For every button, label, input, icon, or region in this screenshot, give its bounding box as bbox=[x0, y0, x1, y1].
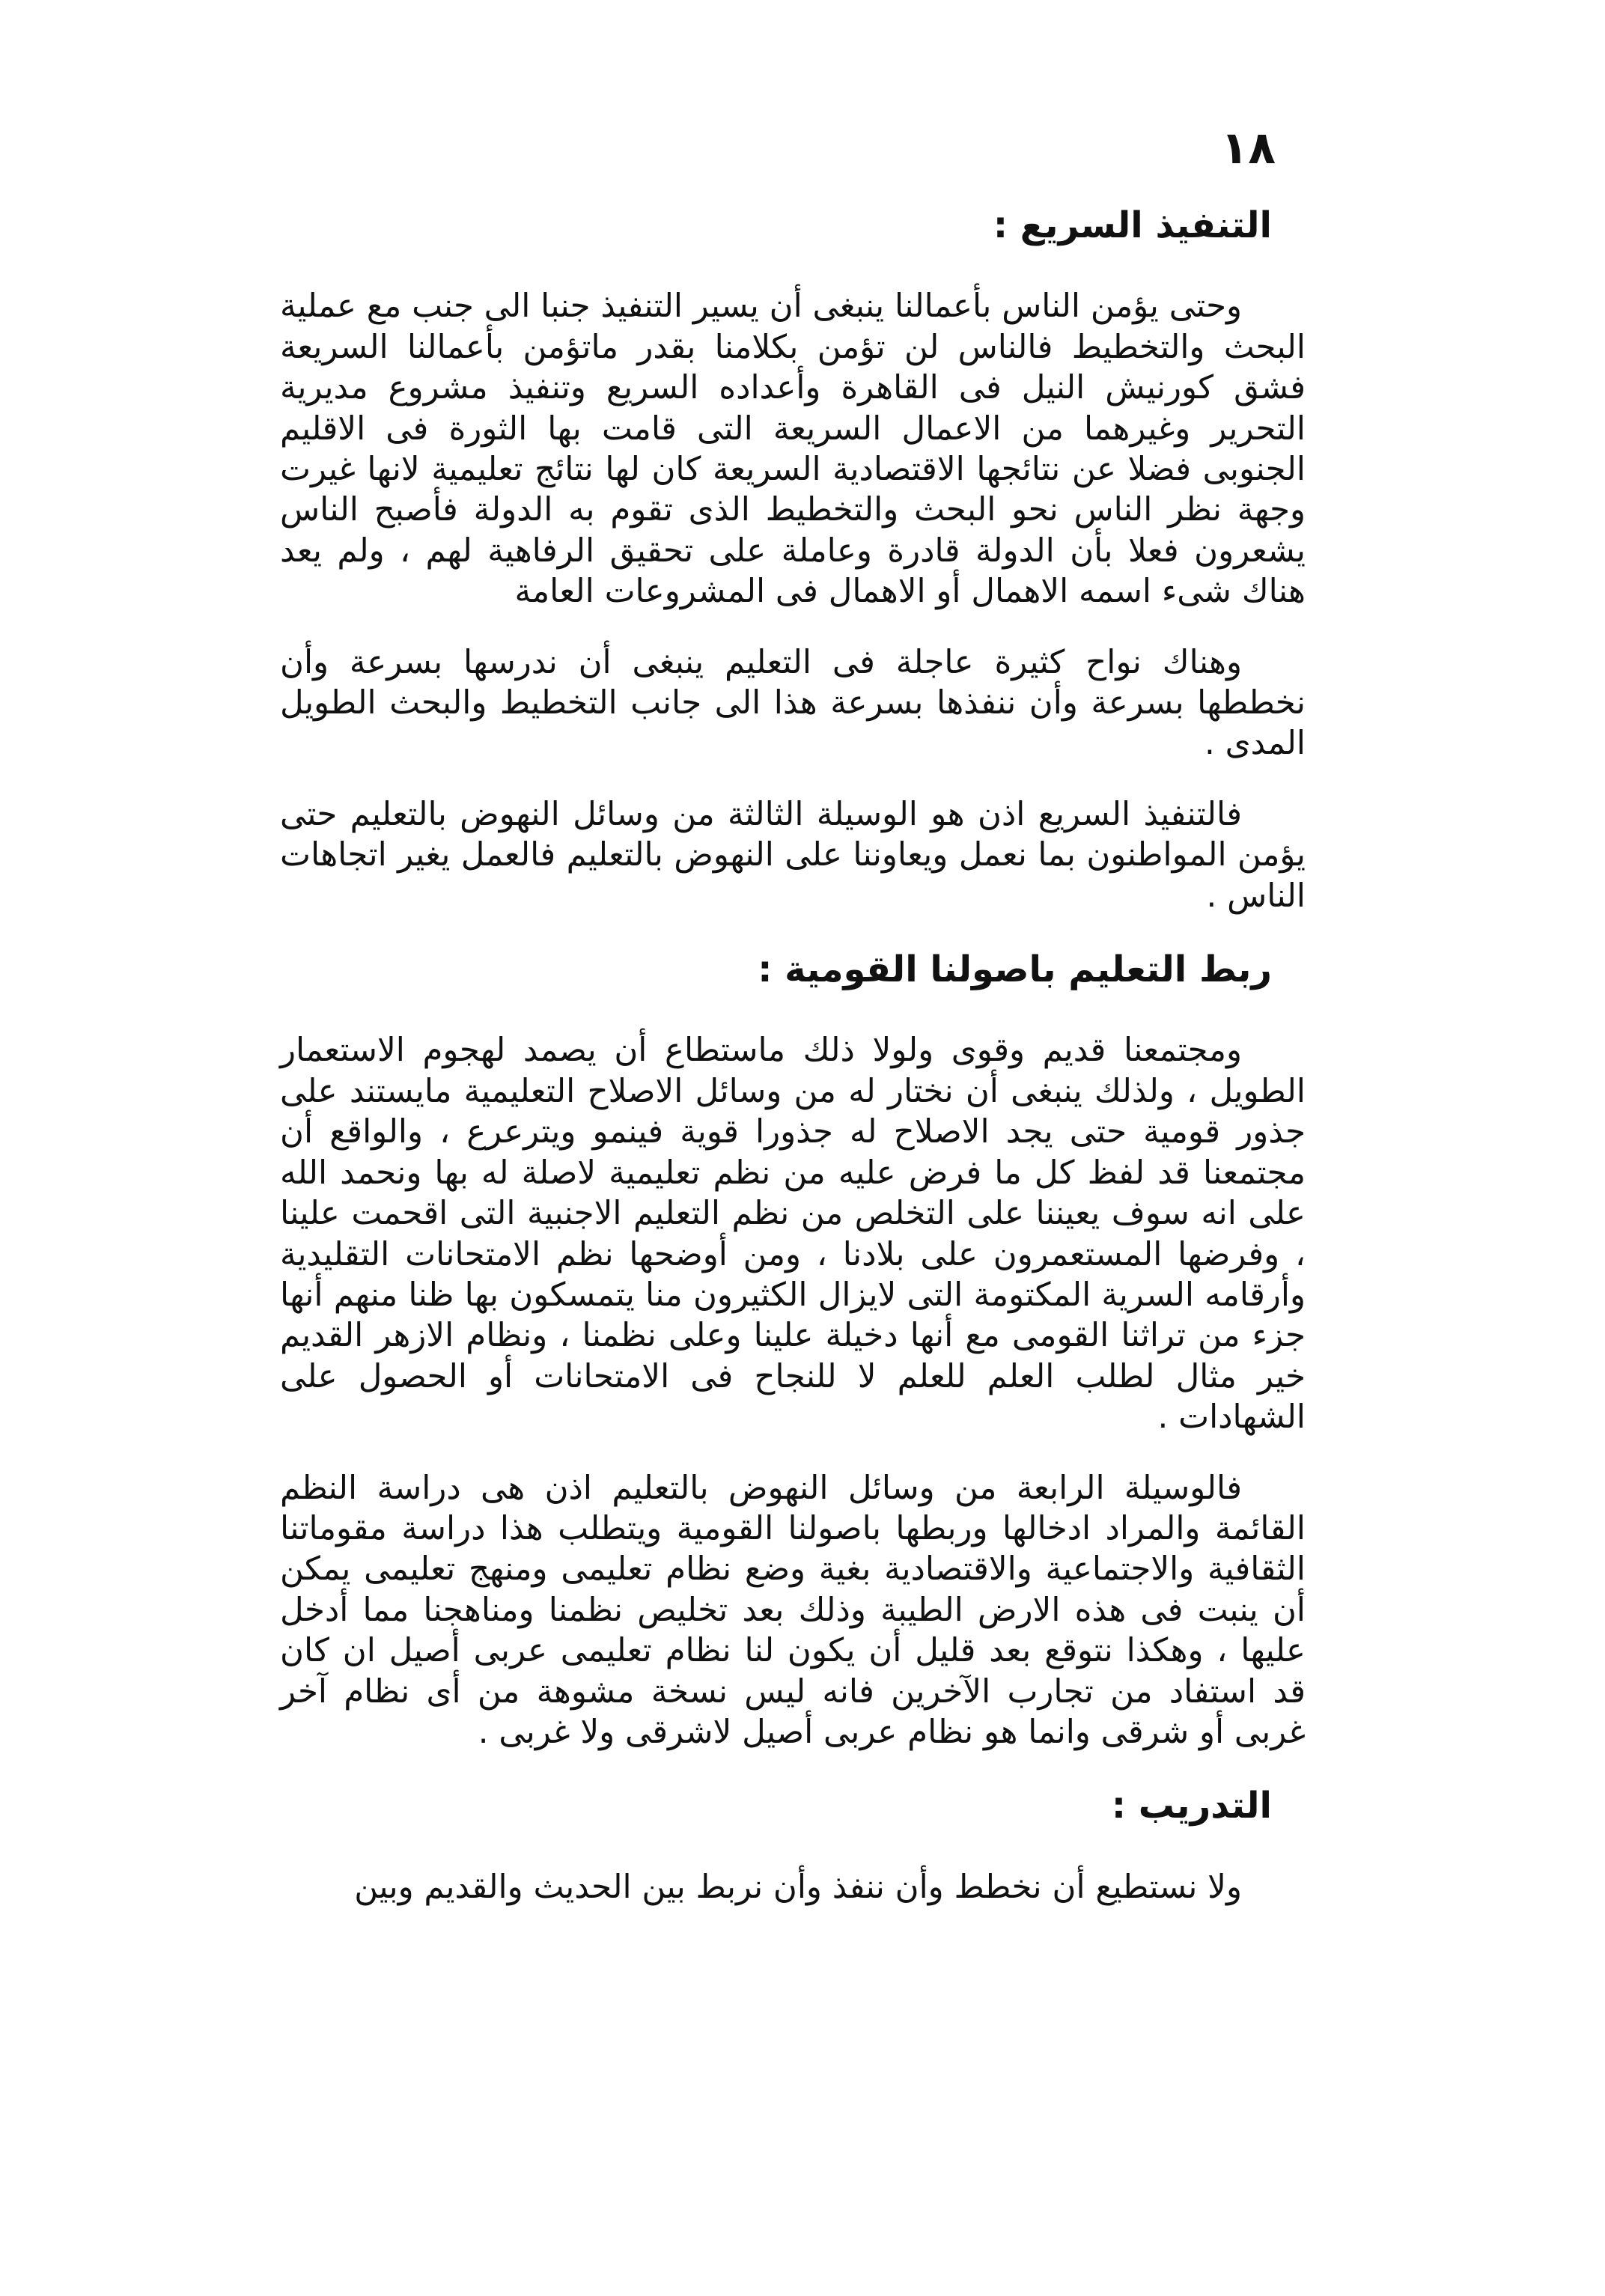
section-heading: ربط التعليم باصولنا القومية : bbox=[758, 948, 1272, 991]
paragraph: وهناك نواح كثيرة عاجلة فى التعليم ينبغى أن ندرسها بسرعة وأن نخططها بسرعة وأن ننفذها بسرعة هذا الى جانب التخطيط والبحث الطويل المدى . bbox=[280, 643, 1306, 763]
page-body bbox=[280, 202, 1306, 1907]
section-heading: التدريب : bbox=[1111, 1785, 1272, 1827]
page-number: ١٨ bbox=[1220, 122, 1276, 174]
section-rapid-implementation bbox=[280, 202, 1306, 916]
section-heading: التنفيذ السريع : bbox=[993, 204, 1272, 246]
paragraph: ومجتمعنا قديم وقوى ولولا ذلك ماستطاع أن يصمد لهجوم الاستعمار الطويل ، ولذلك ينبغى أن نختار له من وسائل الاصلاح التعليمية مايستند على جذور قومية حتى يجد الاصلاح له جذورا قوية فينمو ويترعرع ، والواقع أن مجتمعنا قد لفظ كل ما فرض عليه من نظم تعليمية لاصلة له بها ونحمد الله على انه سوف يعيننا على التخلص من نظم التعليم الاجنبية التى اقحمت علينا ، وفرضها المستعمرون على بلادنا ، ومن أوضحها نظم الامتحانات التقليدية وأرقامه السرية المكتومة التى لايزال الكثيرون منا يتمسكون بها ظنا منهم أنها جزء من تراثنا القومى مع أنها دخيلة علينا وعلى نظمنا ، ونظام الازهر القديم خير مثال لطلب العلم للعلم لا للنجاح فى الامتحانات أو الحصول على الشهادات . bbox=[280, 1032, 1306, 1437]
paragraph: فالتنفيذ السريع اذن هو الوسيلة الثالثة من وسائل النهوض بالتعليم حتى يؤمن المواطنون بما نعمل ويعاوننا على النهوض بالتعليم فالعمل يغير اتجاهات الناس . bbox=[280, 795, 1306, 915]
paragraph: ولا نستطيع أن نخطط وأن ننفذ وأن نربط بين الحديث والقديم وبين bbox=[354, 1868, 1242, 1906]
section-training bbox=[280, 1782, 1306, 1907]
paragraph: وحتى يؤمن الناس بأعمالنا ينبغى أن يسير التنفيذ جنبا الى جنب مع عملية البحث والتخطيط فالناس لن تؤمن بكلامنا بقدر ماتؤمن بأعمالنا السريعة فشق كورنيش النيل فى القاهرة وأعداده السريع وتنفيذ مشروع مديرية التحرير وغيرهما من الاعمال السريعة التى قامت بها الثورة فى الاقليم الجنوبى فضلا عن نتائجها الاقتصادية السريعة كان لها نتائج تعليمية لانها غيرت وجهة نظر الناس نحو البحث والتخطيط الذى تقوم به الدولة فأصبح الناس يشعرون فعلا بأن الدولة قادرة وعاملة على تحقيق الرفاهية لهم ، ولم يعد هناك شىء اسمه الاهمال أو الاهمال فى المشروعات العامة bbox=[280, 287, 1306, 611]
paragraph: فالوسيلة الرابعة من وسائل النهوض بالتعليم اذن هى دراسة النظم القائمة والمراد ادخالها وربطها باصولنا القومية ويتطلب هذا دراسة مقوماتنا الثقافية والاجتماعية والاقتصادية بغية وضع نظام تعليمى ومنهج تعليمى يمكن أن ينبت فى هذه الارض الطيبة وذلك بعد تخليص نظمنا ومناهجنا مما أدخل عليها ، وهكذا نتوقع بعد قليل أن يكون لنا نظام تعليمى عربى أصيل ان كان قد استفاد من تجارب الآخرين فانه ليس نسخة مشوهة من أى نظام آخر غربى أو شرقى وانما هو نظام عربى أصيل لاشرقى ولا غربى . bbox=[280, 1469, 1306, 1751]
section-national-roots bbox=[280, 946, 1306, 1753]
